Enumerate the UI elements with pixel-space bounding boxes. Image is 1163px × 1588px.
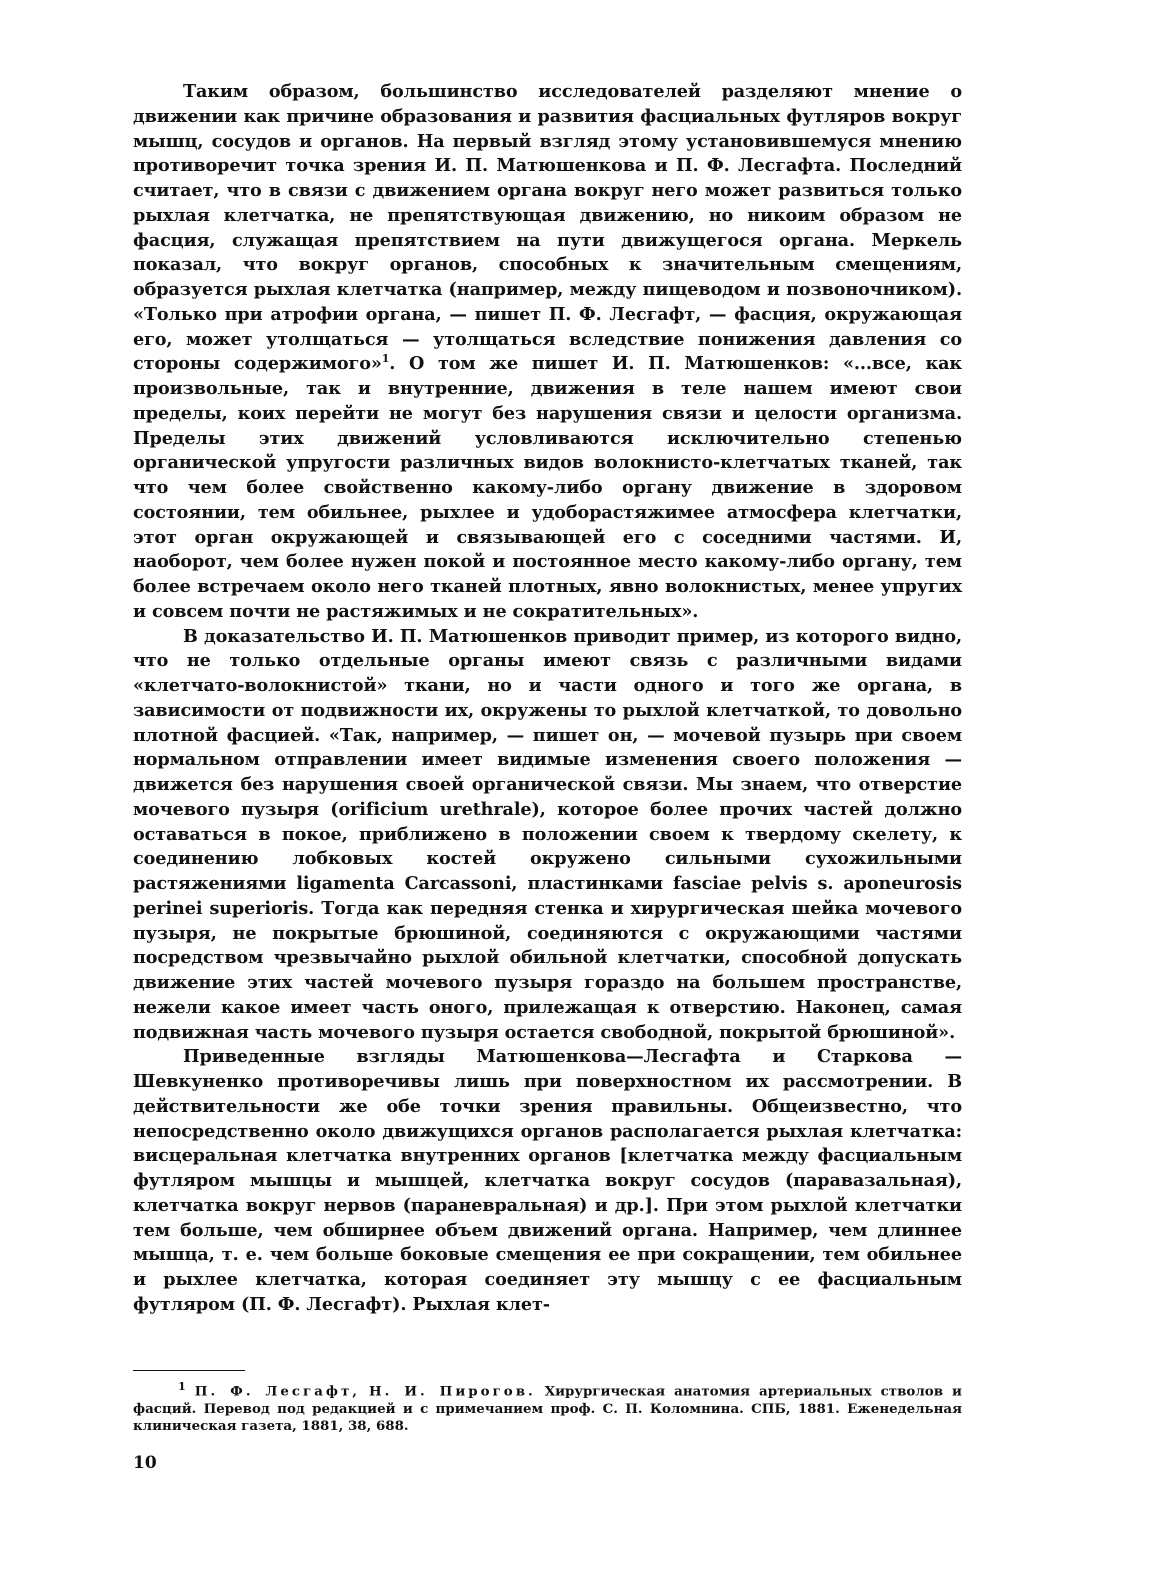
footnote-reference[interactable]: 1 <box>381 352 390 366</box>
paragraph-1-continuation: . О том же пишет И. П. Матюшенков: «...все, как произвольные, так и внутренние, движения в теле нашем имеют свои пределы, коих перейти не могут без нарушения связи и целости организма. Пределы этих движений условливаются исключительно степенью органической упругости различных видов волокнисто-клетчатых тканей, так что чем более свойственно какому-либо органу движение в здоровом состоянии, тем обильнее, рыхлее и удоборастяжимее атмосфера клетчатки, этот орган окружающей и связывающей его с соседними частями. И, наоборот, чем более нужен покой и постоянное место какому-либо органу, тем более встречаем около него тканей плотных, явно волокнистых, менее упругих и совсем почти не растяжимых и не сократительных». <box>133 353 962 622</box>
paragraph-3-text: Приведенные взгляды Матюшенкова—Лесгафта и Старкова — Шевкуненко противоречивы лишь при поверхностном их рассмотрении. В действительности же обе точки зрения правильны. Общеизвестно, что непосредственно около движущихся органов располагается рыхлая клетчатка: висцеральная клетчатка внутренних органов [клетчатка между фасциальным футляром мышцы и мышцей, клетчатка вокруг сосудов (паравазальная), клетчатка вокруг нервов (параневральная) и др.]. При этом рыхлой клетчатки тем больше, чем обширнее объем движений органа. Например, чем длиннее мышца, т. е. чем больше боковые смещения ее при сокращении, тем обильнее и рыхлее клетчатка, которая соединяет эту мышцу с ее фасциальным футляром (П. Ф. Лесгафт). Рыхлая клет- <box>133 1046 962 1315</box>
page-body <box>133 80 962 1318</box>
footnote-author-1: П. Ф. Лесгафт, <box>194 1383 360 1400</box>
page-number: 10 <box>133 1453 157 1473</box>
paragraph-2 <box>133 625 962 1046</box>
paragraph-1 <box>133 80 962 625</box>
footnote-text: Хирургическая анатомия артериальных стволов и фасций. Перевод под редакцией и с примечанием проф. С. П. Коломнина. СПБ, 1881. Еженедельная клиническая газета, 1881, 38, 688. <box>133 1383 962 1435</box>
paragraph-2-text: В доказательство И. П. Матюшенков приводит пример, из которого видно, что не только отдельные органы имеют связь с различными видами «клетчато-волокнистой» ткани, но и части одного и того же органа, в зависимости от подвижности их, окружены то рыхлой клетчаткой, то довольно плотной фасцией. «Так, например, — пишет он, — мочевой пузырь при своем нормальном отправлении имеет видимые изменения своего положения — движется без нарушения своей органической связи. Мы знаем, что отверстие мочевого пузыря (orificium urethrale), которое более прочих частей должно оставаться в покое, приближено в положении своем к твердому скелету, к соединению лобковых костей окружено сильными сухожильными растяжениями ligamenta Carcassoni, пластинками fasciae pelvis s. aponeurosis perinei superioris. Тогда как передняя стенка и хирургическая шейка мочевого пузыря, не покрытые брюшиной, соединяются с окружающими частями посредством чрезвычайно рыхлой обильной клетчатки, способной допускать движение этих частей мочевого пузыря гораздо на большем пространстве, нежели какое имеет часть оного, прилежащая к отверстию. Наконец, самая подвижная часть мочевого пузыря остается свободной, покрытой брюшиной». <box>133 625 962 1043</box>
paragraph-1-text: Таким образом, большинство исследователей разделяют мнение о движении как причине образования и развития фасциальных футляров вокруг мышц, сосудов и органов. На первый взгляд этому установившемуся мнению противоречит точка зрения И. П. Матюшенкова и П. Ф. Лесгафта. Последний считает, что в связи с движением органа вокруг него может развиться только рыхлая клетчатка, не препятствующая движению, но никоим образом не фасция, служащая препятствием на пути движущегося органа. Меркель показал, что вокруг органов, способных к значительным смещениям, образуется рыхлая клетчатка (например, между пищеводом и позвоночником). «Только при атрофии органа, — пишет П. Ф. Лесгафт, — фасция, окружающая его, может утолщаться — утолщаться вследствие понижения давления со стороны содержимого» <box>133 81 962 375</box>
footnote-mark: 1 <box>178 1380 186 1393</box>
footnote-author-2: Н. И. Пирогов. <box>369 1383 536 1400</box>
footnote <box>133 1378 962 1436</box>
paragraph-3 <box>133 1045 962 1317</box>
footnote-divider <box>133 1370 245 1371</box>
